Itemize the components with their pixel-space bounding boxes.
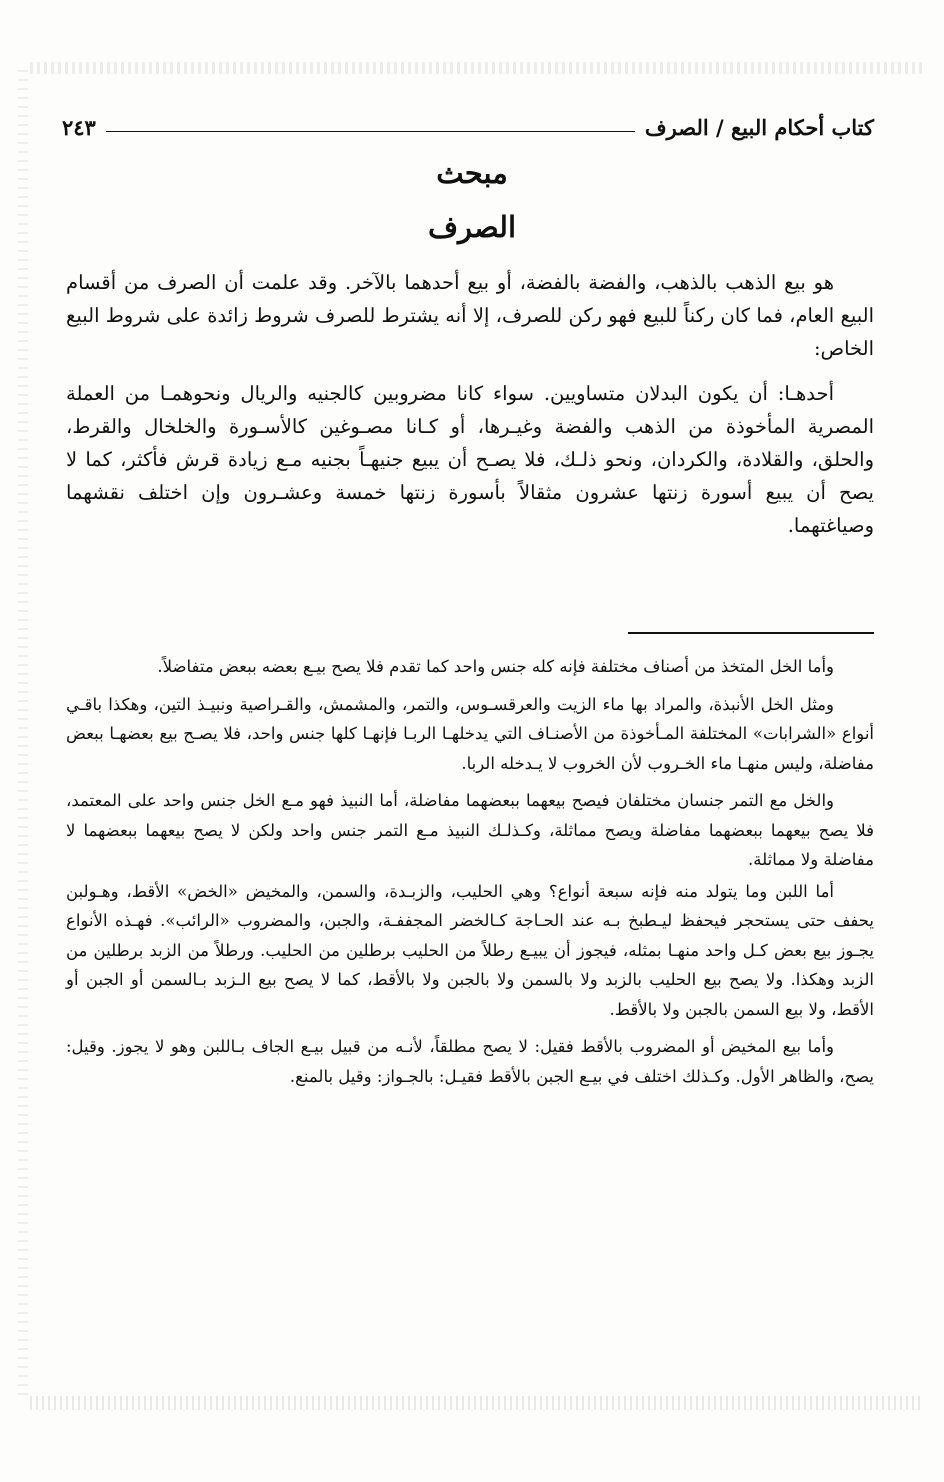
- footnote-paragraph: والخل مع التمر جنسان مختلفان فيصح بيعهما ببعضهما مفاضلة، أما النبيذ فهو مـع الخل جنس واحد على المعتمد، فلا يصح بيعهما ببعضهما مفاضلة ويصح مماثلة، وكـذلـك النبيذ مـع التمر جنس واحد ولكن لا يصح بيعهما ببعضهما لا مفاضلة ولا مماثلة.: [66, 791, 875, 869]
- footnote-paragraph: أما اللبن وما يتولد منه فإنه سبعة أنواع؟ وهي الحليب، والزبـدة، والسمن، والمخيض «الخض» الأقط، وهـولبن يحفف حتى يستحجر فيحفظ ليـطبخ بـه عند الحـاجة كـالخضر المجففـة، والجبن، والمضروب «الرائب». فهـذه الأنواع يجـوز بيع بعض كـل واحد منهـا بمثله، فيجوز أن يبيـع رطلاً من الحليب برطلين من الحليب. ورطلاً من الزبد برطلين من الزبد وهكذا. ولا يصح بيع الحليب بالزبد ولا بالسمن ولا بالجبن ولا بالأقط، كما لا يصح بيع الـزبد بـالسمن أو الجبن أو الأقط، ولا بيع السمن بالجبن ولا بالأقط.: [66, 881, 874, 1019]
- main-body: [66, 266, 874, 542]
- footnotes: [66, 652, 874, 1091]
- section-label: مبحث: [436, 156, 508, 190]
- header-rule: [106, 131, 635, 132]
- scan-noise-top: [30, 62, 924, 74]
- running-header: [62, 110, 874, 144]
- footnote-paragraph: وأما الخل المتخذ من أصناف مختلفة فإنه كله جنس واحد كما تقدم فلا يصح بيـع بعضه ببعض متفاضلاً.: [157, 657, 834, 676]
- footnote-paragraph: وأما بيع المخيض أو المضروب بالأقط فقيل: لا يصح مطلقاً، لأنـه من قبيل بيـع الجاف بـاللبن وهو لا يجوز. وقيل: يصح، والظاهر الأول. وكـذلك اختلف في بيـع الجبن بالأقط فقيـل: بالجـواز: وقيل بالمنع.: [66, 1037, 874, 1086]
- section-title: الصرف: [427, 210, 517, 244]
- running-header-title: كتاب أحكام البيع / الصرف: [644, 114, 874, 140]
- footnote-paragraph: ومثل الخل الأنبذة، والمراد بها ماء الزيت والعرقسـوس، والتمر، والمشمش، والقـراصية ونبيـذ التين، وهكذا باقـي أنواع «الشرابات» المختلفة المـأخوذة من الأصنـاف التي يدخلهـا الربـا فإنهـا كلها جنس واحد، فلا يصـح بيع بعضهـا ببعض مفاضلة، وليس منهـا ماء الخـروب لأن الخروب لا يـدخله الربا.: [66, 694, 874, 773]
- footnote-separator: [628, 632, 874, 634]
- scan-noise-left: [18, 70, 28, 1400]
- scan-noise-bottom: [30, 1396, 924, 1410]
- main-paragraph: أحدهـا: أن يكون البدلان متساويين. سواء كانا مضروبين كالجنيه والريال ونحوهمـا من العملة المصرية المأخوذة من الذهب والفضة وغيـرها، أو كـانا مصـوغين كالأسـورة والخلخال والقرط، والحلق، والقلادة، والكردان، ونحو ذلـك، فلا يصـح أن يبيع جنيهـاً بجنيه مـع زيادة قرش فأكثر، كما لا يصح أن يبيع أسورة زنتها عشرون مثقالاً بأسورة زنتها خمسة وعشـرون وإن اختلف نقشهما وصياغتهما.: [66, 382, 874, 537]
- page-number: ٢٤٣: [62, 114, 96, 140]
- main-paragraph: هو بيع الذهب بالذهب، والفضة بالفضة، أو بيع أحدهما بالآخر. وقد علمت أن الصرف من أقسام البيع العام، فما كان ركناً للبيع فهو ركن للصرف، إلا أنه يشترط للصرف شروط زائدة على شروط البيع الخاص:: [66, 271, 874, 360]
